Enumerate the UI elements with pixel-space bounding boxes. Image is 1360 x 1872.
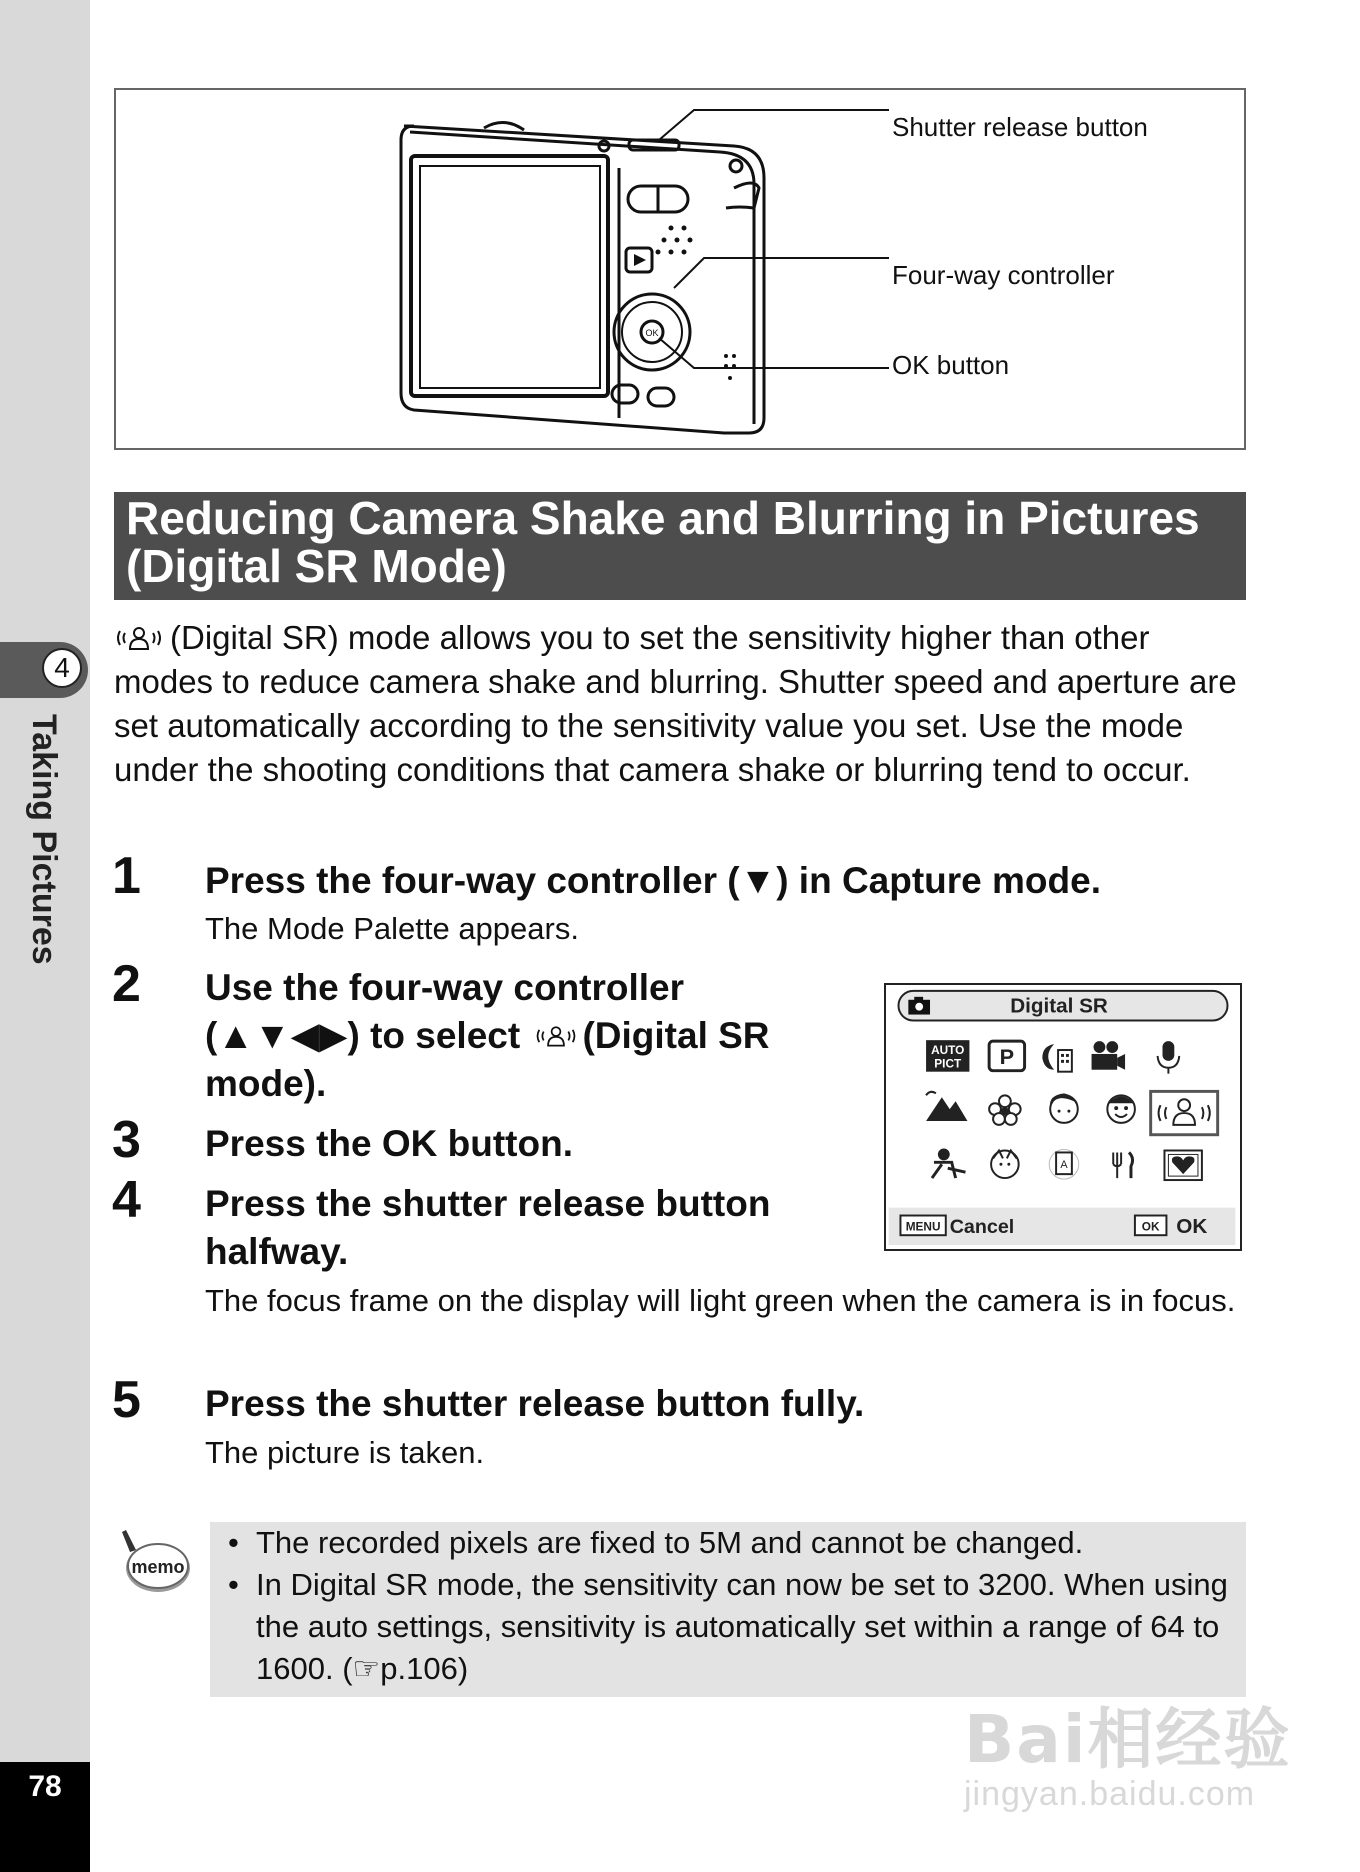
watermark-sub: jingyan.baidu.com xyxy=(964,1775,1256,1813)
step-4-heading-line-1: Press the shutter release button xyxy=(205,1183,771,1224)
auto-line-2: PICT xyxy=(934,1056,962,1071)
section-heading xyxy=(126,494,1236,590)
callout-shutter-release: Shutter release button xyxy=(892,112,1148,142)
step-3-heading: Press the OK button. xyxy=(205,1123,573,1164)
step-5-body: The picture is taken. xyxy=(205,1435,485,1470)
night-scene-icon xyxy=(1042,1044,1072,1072)
digital-sr-selected-icon xyxy=(1151,1091,1218,1134)
step-5-heading: Press the shutter release button fully. xyxy=(205,1383,865,1424)
ok-key-label: OK xyxy=(1141,1219,1160,1234)
memo-icon xyxy=(116,1526,192,1596)
step-4-heading xyxy=(205,1180,770,1276)
step-2-heading-line-2 xyxy=(205,1012,770,1060)
landscape-icon xyxy=(926,1092,967,1121)
auto-line-1: AUTO xyxy=(931,1042,965,1057)
menu-key-label: MENU xyxy=(905,1219,941,1234)
pet-icon xyxy=(991,1150,1019,1178)
frame-composite-icon xyxy=(1164,1150,1201,1180)
ok-label: OK xyxy=(1176,1215,1208,1239)
memo-item-text: In Digital SR mode, the sensitivity can now be set to 3200. When using the auto settings, sensitivity is automatically set within a range of 64 to 1600. (☞p.106) xyxy=(256,1567,1228,1686)
step-2-heading-line-3: mode). xyxy=(205,1063,327,1104)
camera-ok-label: OK xyxy=(645,328,659,338)
step-4-number: 4 xyxy=(112,1171,141,1229)
memo-item: • In Digital SR mode, the sensitivity can now be set to 3200. When using the auto settings, sensitivity is automatically set within a range of 64 to 1600. (☞p.106) xyxy=(228,1567,1228,1686)
kids-icon xyxy=(1107,1095,1135,1123)
step-2-heading-line-1: Use the four-way controller xyxy=(205,967,685,1008)
intro-text: (Digital SR) mode allows you to set the sensitivity higher than other modes to reduce camera shake and blurring. Shutter speed and aperture are set automatically according to the sensitivity value you set. Use the mode under the shooting conditions that camera shake or blurring tend to occur. xyxy=(114,619,1237,788)
p-label: P xyxy=(999,1043,1015,1069)
digital-sr-icon xyxy=(114,623,164,653)
step-2-heading-part-b: (Digital SR xyxy=(582,1015,770,1056)
chapter-number: 4 xyxy=(42,648,82,688)
cancel-label: Cancel xyxy=(949,1216,1015,1239)
svg-text:A: A xyxy=(1060,1159,1068,1172)
step-2-heading xyxy=(205,964,770,1108)
watermark-main: Bai相经验 xyxy=(964,1701,1292,1778)
auto-picture-icon xyxy=(926,1040,969,1072)
program-mode-icon xyxy=(989,1041,1024,1071)
memo-list xyxy=(222,1522,1242,1690)
flower-icon xyxy=(989,1095,1021,1125)
palette-title: Digital SR xyxy=(1010,994,1108,1018)
step-5-number: 5 xyxy=(112,1371,141,1429)
food-icon xyxy=(1113,1152,1132,1178)
heading-line-1: Reducing Camera Shake and Blurring in Pictures xyxy=(126,492,1200,544)
sport-icon xyxy=(932,1149,965,1179)
callout-ok-button: OK button xyxy=(892,350,1010,380)
step-2-number: 2 xyxy=(112,955,141,1013)
text-mode-icon xyxy=(1049,1150,1079,1180)
step-4-heading-line-2: halfway. xyxy=(205,1231,349,1272)
intro-paragraph xyxy=(114,616,1254,792)
voice-recording-icon xyxy=(1158,1041,1180,1074)
page-number: 78 xyxy=(28,1770,62,1803)
heading-line-2: (Digital SR Mode) xyxy=(126,540,507,592)
step-2-heading-part-a: (▲▼◀▶) to select xyxy=(205,1015,521,1056)
chapter-title: Taking Pictures xyxy=(25,714,63,965)
step-1-heading: Press the four-way controller (▼) in Capture mode. xyxy=(205,860,1101,901)
digital-sr-icon xyxy=(534,1022,578,1050)
portrait-icon xyxy=(1050,1093,1078,1123)
memo-icon-label: memo xyxy=(131,1557,185,1577)
movie-icon xyxy=(1092,1041,1125,1070)
baidu-watermark xyxy=(964,1686,1291,1814)
memo-item-text: The recorded pixels are fixed to 5M and cannot be changed. xyxy=(256,1525,1084,1560)
step-1-number: 1 xyxy=(112,847,141,905)
step-1-body: The Mode Palette appears. xyxy=(205,911,579,946)
memo-item: • The recorded pixels are fixed to 5M and cannot be changed. xyxy=(228,1525,1084,1560)
step-4-body: The focus frame on the display will light green when the camera is in focus. xyxy=(205,1283,1236,1318)
callout-four-way-controller: Four-way controller xyxy=(892,260,1115,290)
step-3-number: 3 xyxy=(112,1111,141,1169)
mode-palette-screen xyxy=(884,983,1242,1251)
